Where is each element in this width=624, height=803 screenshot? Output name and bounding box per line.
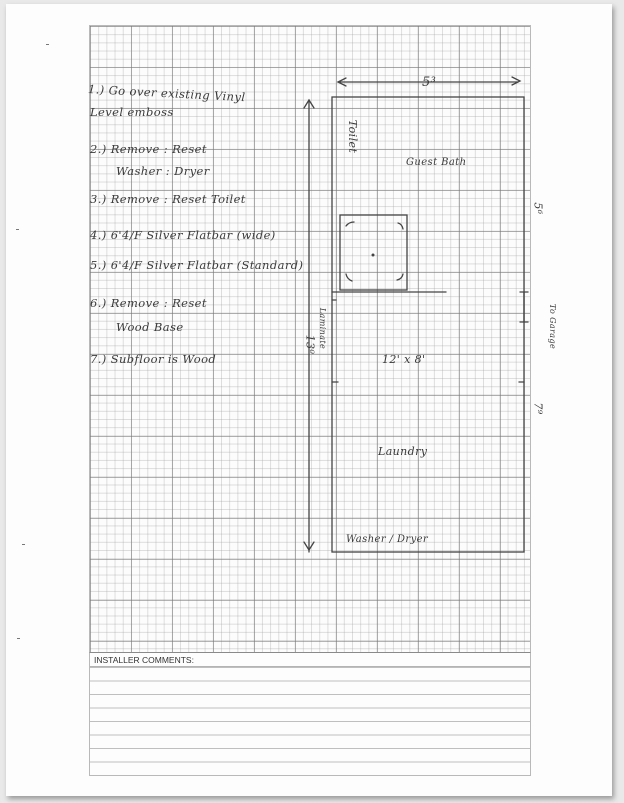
laundry-label: Laundry <box>378 445 428 458</box>
note-4: 4.) 6'4/F Silver Flatbar (wide) <box>90 228 276 242</box>
note-5: 5.) 6'4/F Silver Flatbar (Standard) <box>90 258 304 272</box>
dim-right-lower-label: 7⁹ <box>531 402 545 415</box>
note-1-line-2: Level emboss <box>90 105 174 119</box>
note-7: 7.) Subfloor is Wood <box>90 352 217 366</box>
note-6-line-2: Wood Base <box>116 320 184 334</box>
toilet-label: Toilet <box>346 119 360 154</box>
installer-comments-label: INSTALLER COMMENTS: <box>94 655 194 665</box>
washer-dryer-label: Washer / Dryer <box>346 534 429 545</box>
dim-top-label: 5³ <box>422 75 437 90</box>
note-3: 3.) Remove : Reset Toilet <box>90 192 246 206</box>
room-size-label: 12' x 8' <box>382 353 426 366</box>
floor-plan-drawing <box>6 4 612 796</box>
guest-bath-label: Guest Bath <box>406 157 467 168</box>
scanned-page <box>6 4 612 796</box>
laminate-label: Laminate <box>318 307 328 350</box>
to-garage-label: To Garage <box>548 303 558 350</box>
note-1-line-1: 1.) Go over existing Vinyl <box>87 82 246 105</box>
note-2-line-2: Washer : Dryer <box>116 164 210 178</box>
dim-right-upper-label: 5⁶ <box>531 202 545 215</box>
note-6-line-1: 6.) Remove : Reset <box>90 296 207 310</box>
note-2-line-1: 2.) Remove : Reset <box>90 142 207 156</box>
dim-left-label: 13⁰ <box>303 334 317 355</box>
